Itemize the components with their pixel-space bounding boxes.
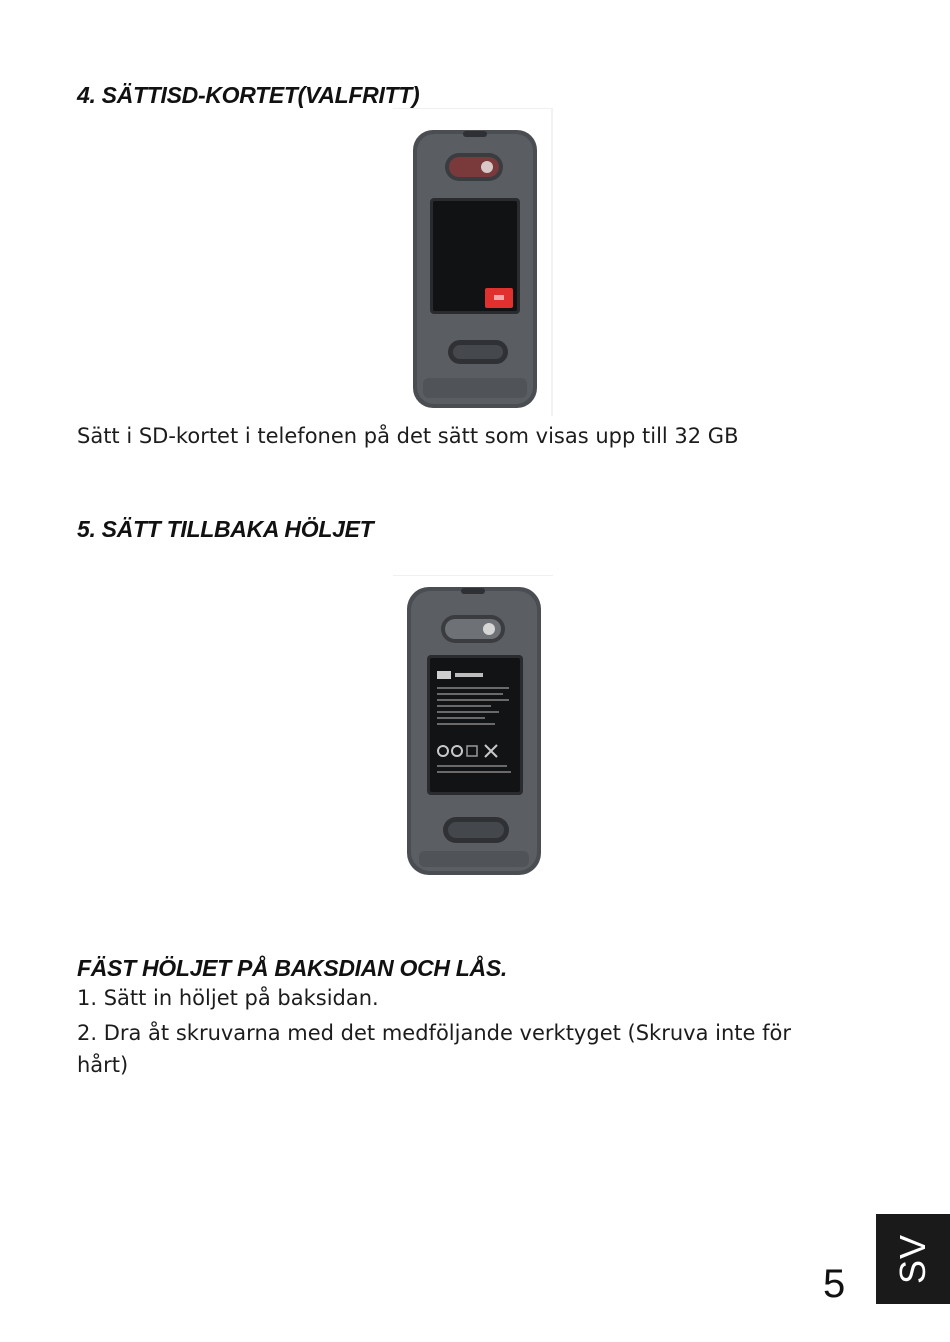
language-label: SV xyxy=(892,1233,933,1285)
language-tab xyxy=(876,1214,950,1304)
step-1: 1. Sätt in höljet på baksidan. xyxy=(77,986,379,1010)
section-4-heading: 4. SÄTTISD-KORTET(VALFRITT) xyxy=(77,82,420,108)
phone-back-sd-card-image xyxy=(393,108,553,416)
page-number: 5 xyxy=(823,1262,846,1306)
step-2-continued: hårt) xyxy=(77,1053,129,1077)
section-5-heading: 5. SÄTT TILLBAKA HÖLJET xyxy=(77,516,374,542)
phone-back-with-cover-image xyxy=(393,575,553,880)
step-2: 2. Dra åt skruvarna med det medföljande verktyget (Skruva inte för xyxy=(77,1021,791,1045)
section-4-caption: Sätt i SD-kortet i telefonen på det sätt som visas upp till 32 GB xyxy=(77,424,739,448)
section-6-heading: FÄST HÖLJET PÅ BAKSDIAN OCH LÅS. xyxy=(77,955,507,981)
